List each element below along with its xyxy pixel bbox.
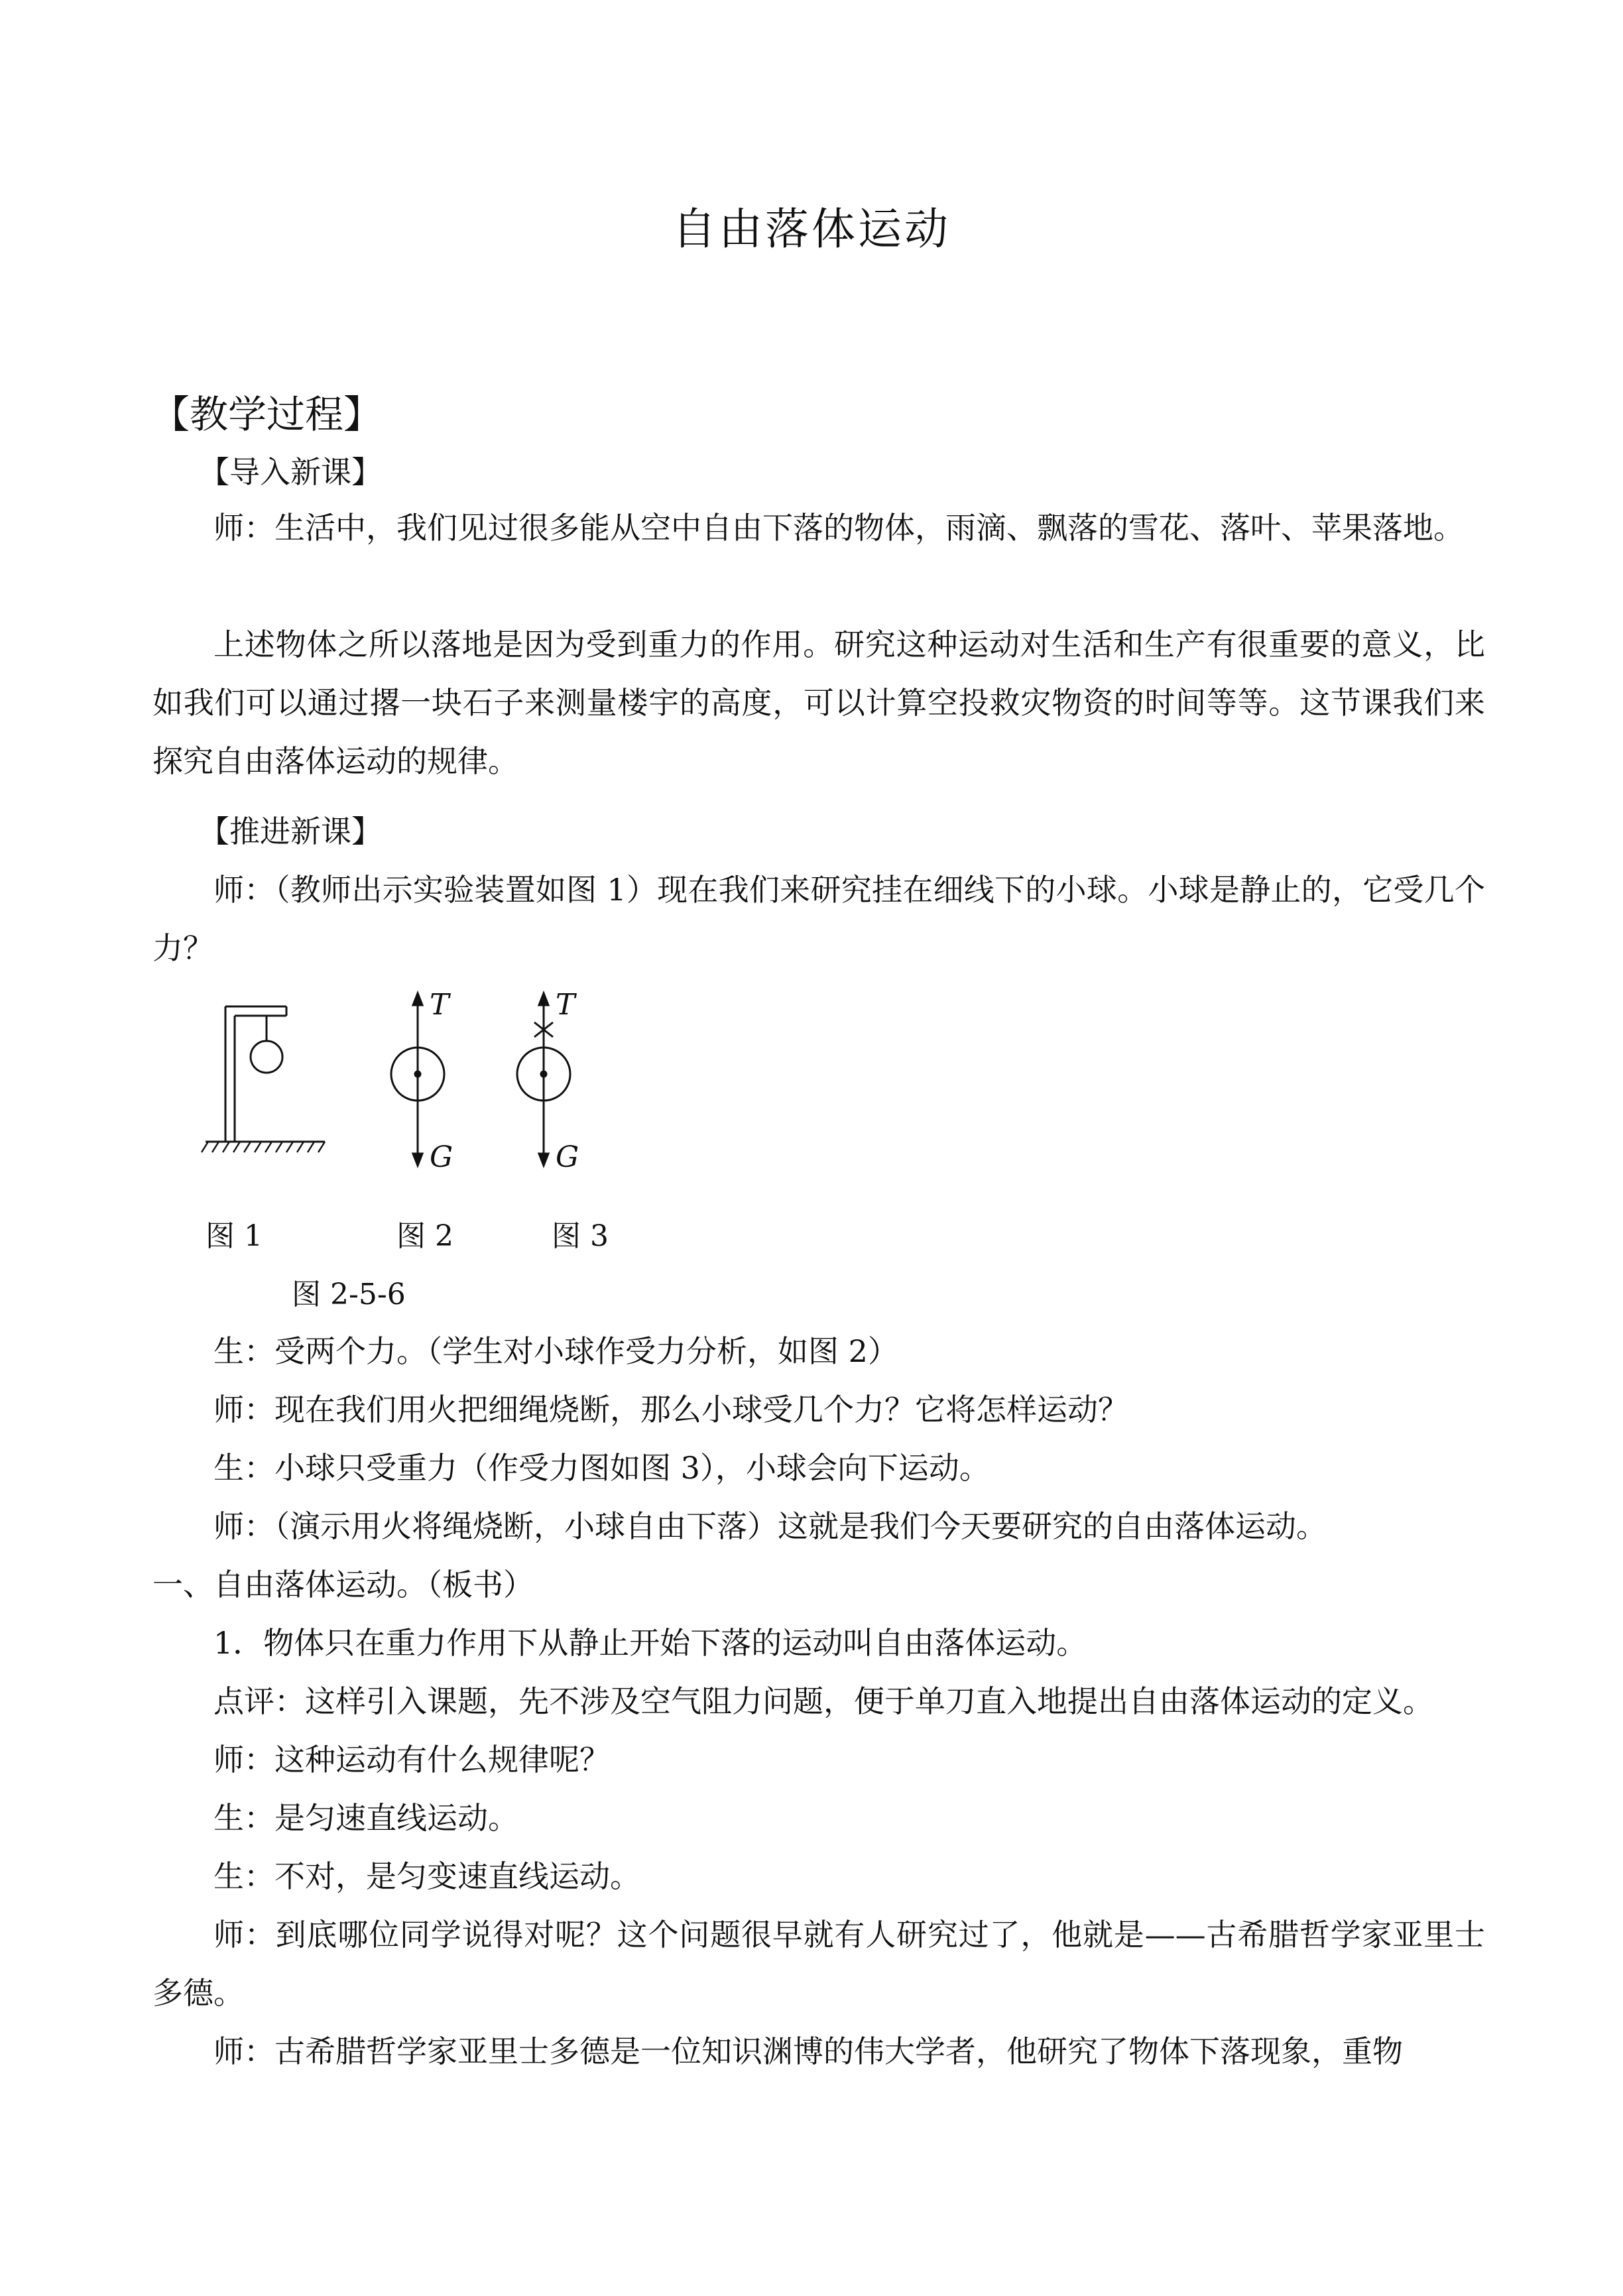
paragraph: 点评：这样引入课题，先不涉及空气阻力问题，便于单刀直入地提出自由落体运动的定义。 — [213, 1683, 1433, 1719]
force-diagram-figure — [192, 988, 656, 1187]
paragraph: 一、自由落体运动。（板书） — [152, 1567, 534, 1602]
paragraph: 师：古希腊哲学家亚里士多德是一位知识渊博的伟大学者，他研究了物体下落现象，重物 — [213, 2033, 1403, 2069]
paragraph: 生：不对，是匀变速直线运动。 — [213, 1858, 640, 1894]
label-G-fig3: G — [556, 1140, 579, 1174]
page-title: 自由落体运动 — [672, 204, 951, 255]
figure-caption: 图 2-5-6 — [292, 1278, 406, 1311]
stand-diagram — [202, 1006, 325, 1152]
subheading-intro: 【导入新课】 — [199, 454, 382, 490]
paragraph: 生：小球只受重力（作受力图如图 3），小球会向下运动。 — [213, 1450, 990, 1486]
label-T-fig2: T — [430, 988, 450, 1022]
caption-fig3: 图 3 — [552, 1219, 609, 1253]
label-T-fig3: T — [556, 988, 575, 1022]
paragraph: 师：现在我们用火把细绳烧断，那么小球受几个力？它将怎样运动？ — [213, 1392, 1128, 1427]
paragraph: 1．物体只在重力作用下从静止开始下落的运动叫自由落体运动。 — [213, 1625, 1087, 1661]
paragraph: 师：（演示用火将绳烧断，小球自由下落）这就是我们今天要研究的自由落体运动。 — [213, 1508, 1327, 1544]
paragraph: 师：生活中，我们见过很多能从空中自由下落的物体，雨滴、飘落的雪花、落叶、苹果落地。 — [213, 510, 1464, 546]
paragraph: 师：这种运动有什么规律呢？ — [213, 1742, 610, 1778]
paragraph: 生：是匀速直线运动。 — [213, 1800, 518, 1836]
paragraph: 上述物体之所以落地是因为受到重力的作用。研究这种运动对生活和生产有很重要的意义，比如我们可以通过撂一块石子来测量楼宇的高度，可以计算空投救灾物资的时间等等。这节课我们来探究自由落体运动的规律。 — [152, 627, 1485, 779]
caption-fig2: 图 2 — [396, 1219, 453, 1253]
paragraph: 师：到底哪位同学说得对呢？这个问题很早就有人研究过了，他就是——古希腊哲学家亚里士多德。 — [152, 1917, 1485, 2011]
section-heading: 【教学过程】 — [151, 392, 383, 437]
caption-fig1: 图 1 — [206, 1219, 263, 1253]
paragraph: 师：（教师出示实验装置如图 1）现在我们来研究挂在细线下的小球。小球是静止的，它受几个力？ — [152, 872, 1485, 966]
subheading-new-lesson: 【推进新课】 — [199, 814, 382, 849]
label-G-fig2: G — [430, 1140, 453, 1174]
paragraph: 生：受两个力。（学生对小球作受力分析，如图 2） — [213, 1333, 898, 1369]
